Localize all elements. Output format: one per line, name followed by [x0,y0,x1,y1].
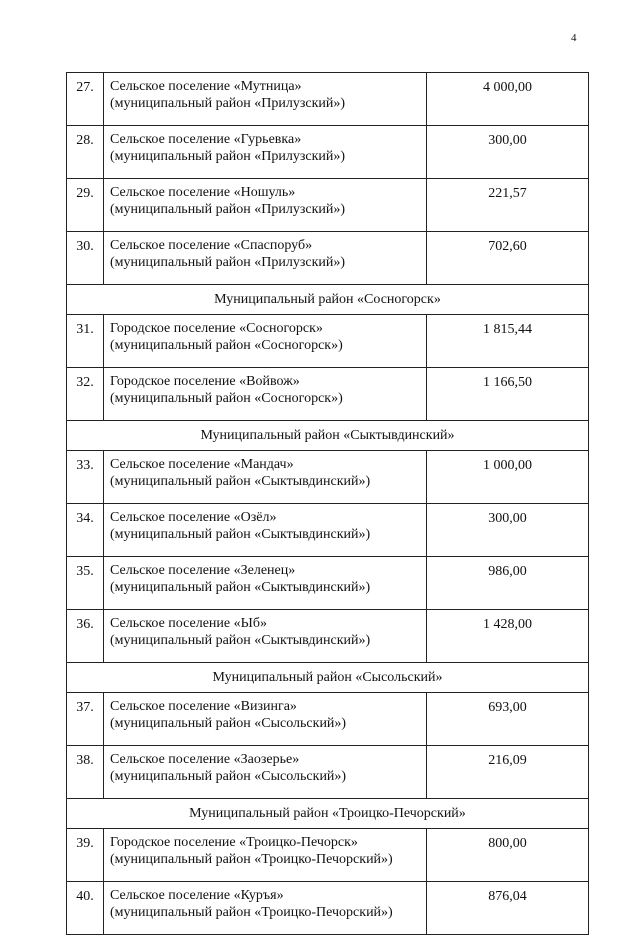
district-group-header [67,285,589,315]
settlement-cell [104,829,427,882]
amount-cell: 1 166,50 [427,368,589,421]
district-group-title: Муниципальный район «Сыктывдинский» [67,421,589,451]
row-number: 31. [67,315,104,368]
amount-cell: 1 000,00 [427,451,589,504]
row-number: 28. [67,126,104,179]
amount-cell: 300,00 [427,504,589,557]
settlement-district: (муниципальный район «Прилузский») [110,255,346,270]
settlement-district: (муниципальный район «Прилузский») [110,202,346,217]
settlement-district: (муниципальный район «Сыктывдинский») [110,580,371,595]
table-row [67,610,589,663]
settlement-cell [104,693,427,746]
settlement-cell [104,504,427,557]
settlement-cell [104,451,427,504]
settlement-district: (муниципальный район «Сыктывдинский») [110,474,371,489]
row-number: 39. [67,829,104,882]
settlement-cell [104,368,427,421]
table-row [67,557,589,610]
settlement-district: (муниципальный район «Прилузский») [110,96,346,111]
table-row [67,746,589,799]
table-row [67,232,589,285]
settlement-cell [104,610,427,663]
amount-cell: 300,00 [427,126,589,179]
row-number: 36. [67,610,104,663]
settlements-table [66,72,589,935]
amount-cell: 876,04 [427,882,589,935]
amount-cell: 221,57 [427,179,589,232]
settlement-district: (муниципальный район «Прилузский») [110,149,346,164]
district-group-header [67,421,589,451]
settlement-district: (муниципальный район «Троицко-Печорский») [110,852,393,867]
settlement-cell [104,746,427,799]
amount-cell: 702,60 [427,232,589,285]
settlement-name: Сельское поселение «Визинга» [110,699,297,714]
row-number: 27. [67,73,104,126]
table-row [67,126,589,179]
settlement-cell [104,73,427,126]
settlement-name: Городское поселение «Троицко-Печорск» [110,835,358,850]
table-row [67,179,589,232]
settlement-cell [104,882,427,935]
settlement-district: (муниципальный район «Сосногорск») [110,391,343,406]
amount-cell: 986,00 [427,557,589,610]
settlement-district: (муниципальный район «Сыктывдинский») [110,633,371,648]
settlement-name: Сельское поселение «Заозерье» [110,752,300,767]
row-number: 35. [67,557,104,610]
settlement-name: Сельское поселение «Ыб» [110,616,267,631]
table-body [67,73,589,935]
row-number: 33. [67,451,104,504]
row-number: 30. [67,232,104,285]
district-group-title: Муниципальный район «Сысольский» [67,663,589,693]
row-number: 29. [67,179,104,232]
row-number: 37. [67,693,104,746]
table-row [67,451,589,504]
table-row [67,693,589,746]
settlement-name: Сельское поселение «Озёл» [110,510,277,525]
settlement-name: Городское поселение «Сосногорск» [110,321,323,336]
settlement-name: Сельское поселение «Зеленец» [110,563,296,578]
row-number: 34. [67,504,104,557]
settlement-name: Городское поселение «Войвож» [110,374,300,389]
settlement-name: Сельское поселение «Спаспоруб» [110,238,313,253]
settlement-district: (муниципальный район «Сысольский») [110,716,347,731]
settlement-cell [104,179,427,232]
settlement-district: (муниципальный район «Сыктывдинский») [110,527,371,542]
table-row [67,73,589,126]
page-number: 4 [571,32,577,44]
settlement-cell [104,232,427,285]
row-number: 32. [67,368,104,421]
amount-cell: 4 000,00 [427,73,589,126]
table-row [67,829,589,882]
settlement-district: (муниципальный район «Сосногорск») [110,338,343,353]
district-group-title: Муниципальный район «Сосногорск» [67,285,589,315]
table-row [67,882,589,935]
table-row [67,315,589,368]
settlement-cell [104,557,427,610]
district-group-title: Муниципальный район «Троицко-Печорский» [67,799,589,829]
table-row [67,368,589,421]
settlement-district: (муниципальный район «Троицко-Печорский») [110,905,393,920]
amount-cell: 1 815,44 [427,315,589,368]
settlement-cell [104,126,427,179]
row-number: 40. [67,882,104,935]
settlement-district: (муниципальный район «Сысольский») [110,769,347,784]
amount-cell: 216,09 [427,746,589,799]
district-group-header [67,799,589,829]
settlement-name: Сельское поселение «Мандач» [110,457,294,472]
settlement-name: Сельское поселение «Гурьевка» [110,132,302,147]
settlement-name: Сельское поселение «Куръя» [110,888,284,903]
table-row [67,504,589,557]
settlement-name: Сельское поселение «Ношуль» [110,185,296,200]
row-number: 38. [67,746,104,799]
settlement-cell [104,315,427,368]
amount-cell: 800,00 [427,829,589,882]
settlement-name: Сельское поселение «Мутница» [110,79,302,94]
amount-cell: 1 428,00 [427,610,589,663]
amount-cell: 693,00 [427,693,589,746]
district-group-header [67,663,589,693]
